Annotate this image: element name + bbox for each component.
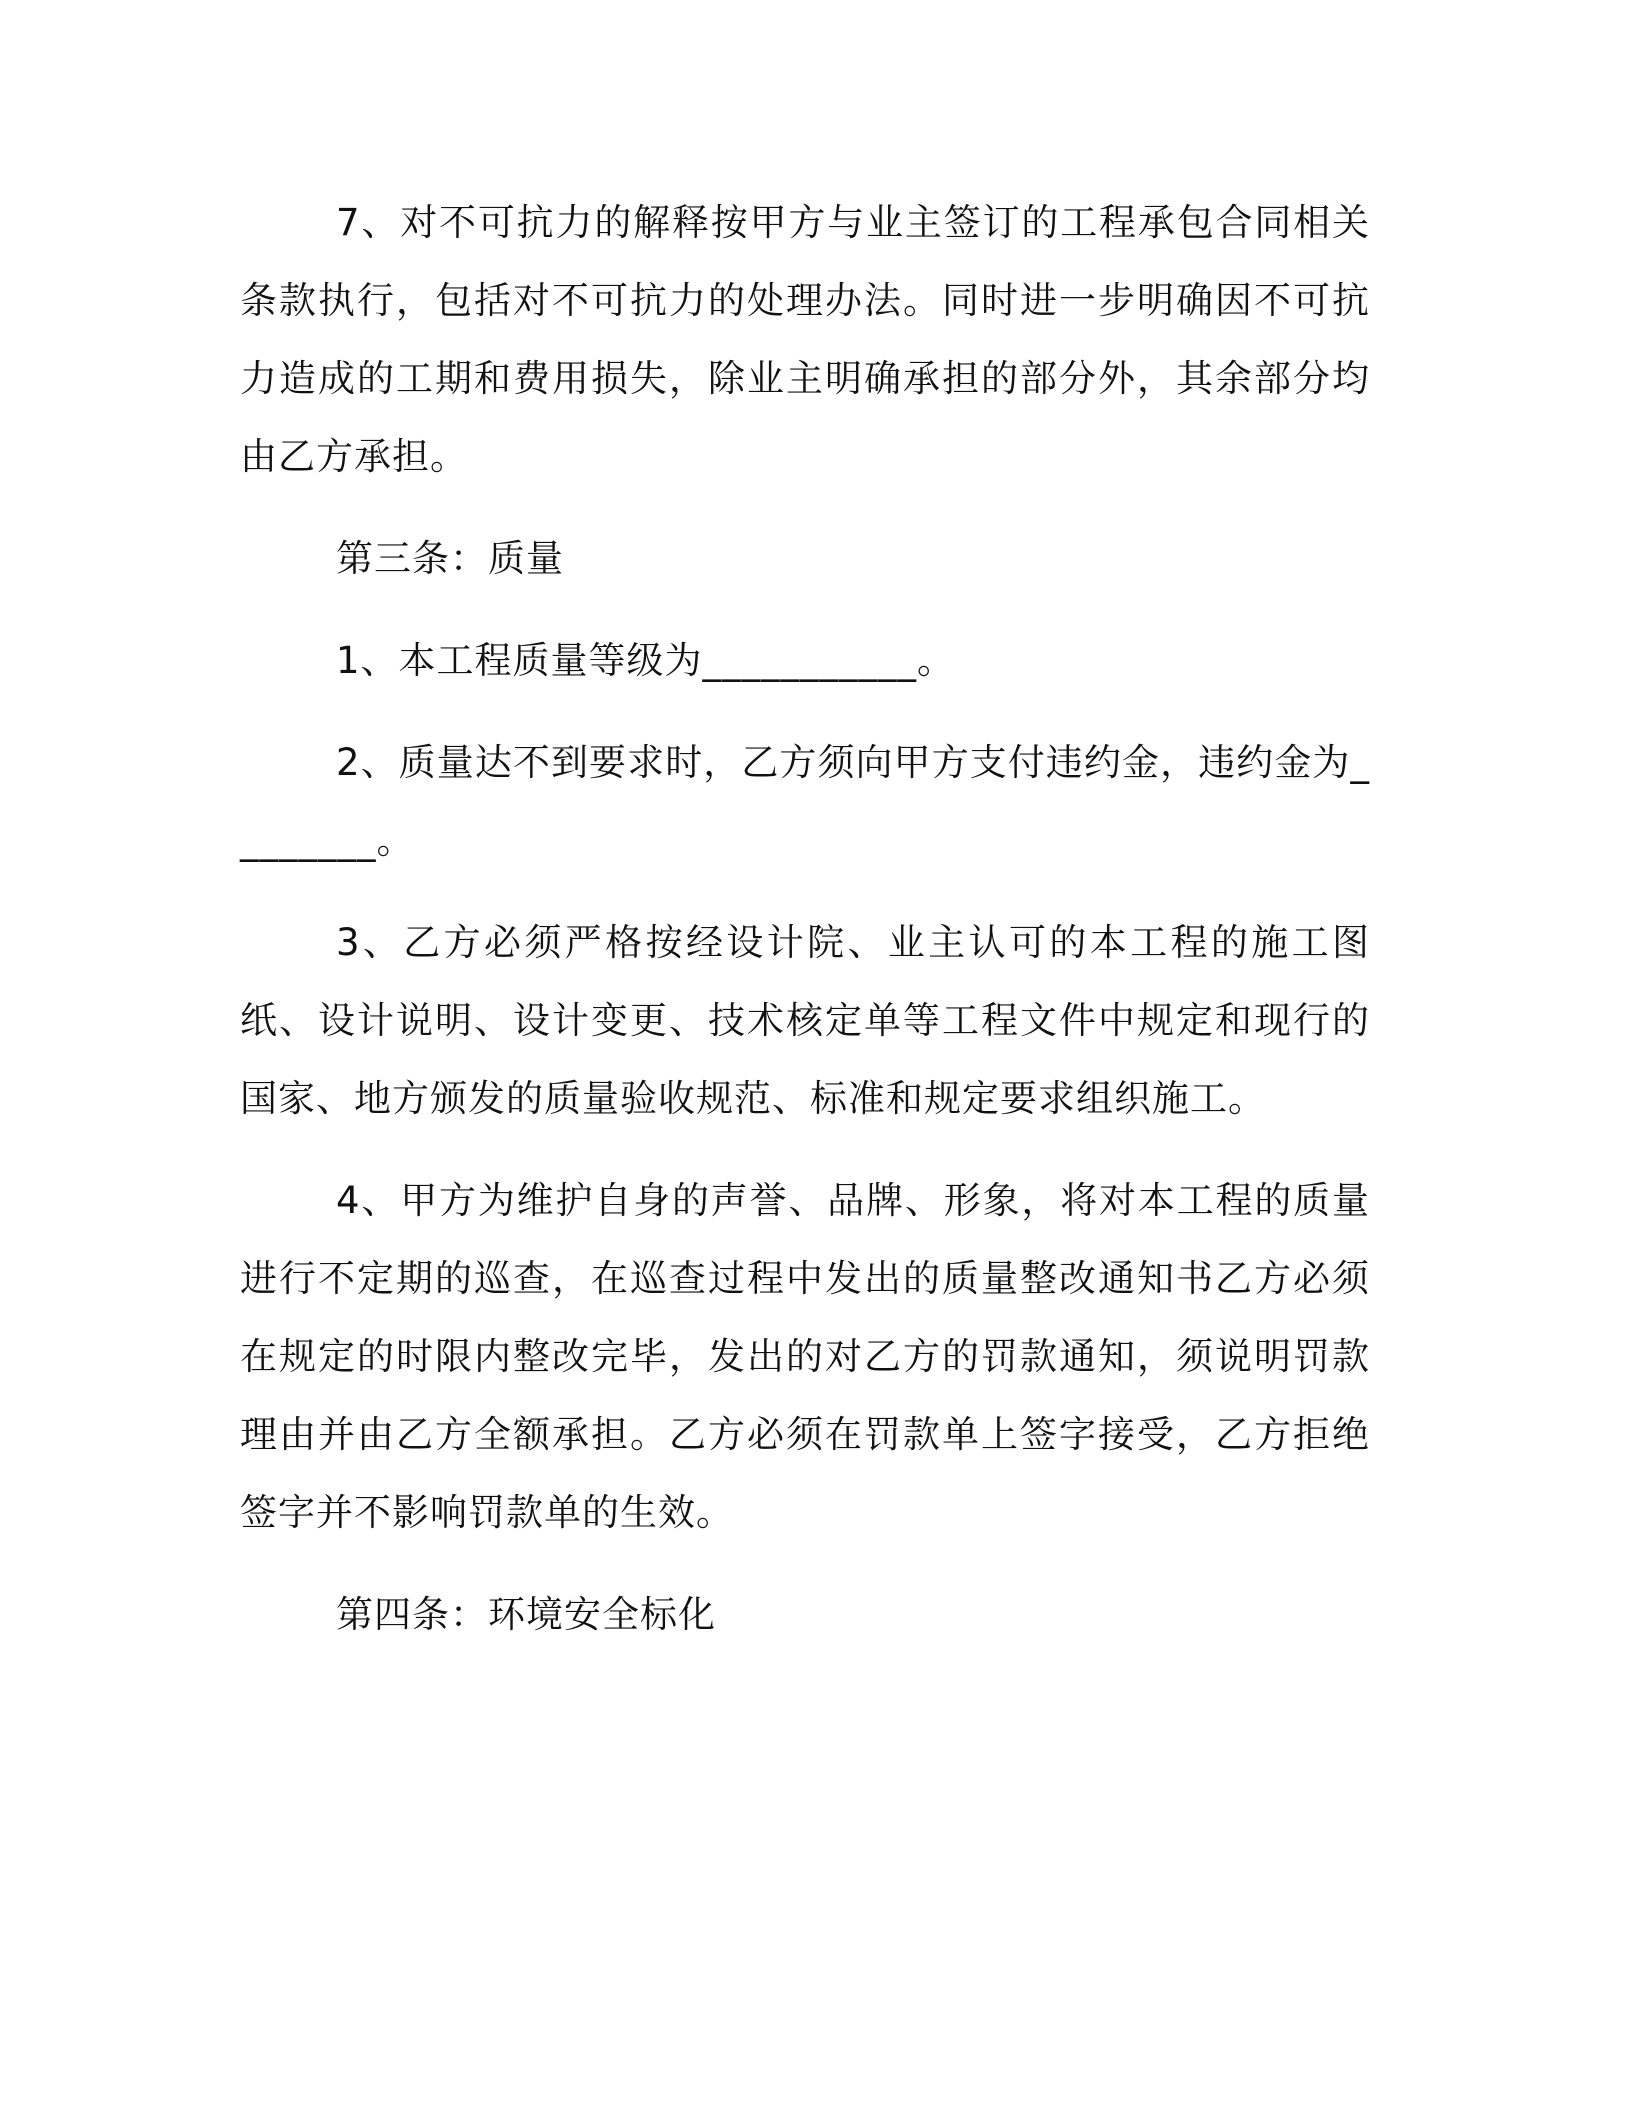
clause-7-paragraph: 7、对不可抗力的解释按甲方与业主签订的工程承包合同相关条款执行，包括对不可抗力的处理办法。同时进一步明确因不可抗力造成的工期和费用损失，除业主明确承担的部分外，其余部分均由乙方承担。 bbox=[240, 201, 1370, 478]
article-4-heading: 第四条：环境安全标化 bbox=[336, 1593, 716, 1636]
quality-item-3: 3、乙方必须严格按经设计院、业主认可的本工程的施工图纸、设计说明、设计变更、技术核定单等工程文件中规定和现行的国家、地方颁发的质量验收规范、标准和规定要求组织施工。 bbox=[240, 921, 1370, 1120]
quality-item-2: 2、质量达不到要求时，乙方须向甲方支付违约金，违约金为________。 bbox=[240, 741, 1370, 862]
quality-item-4: 4、甲方为维护自身的声誉、品牌、形象，将对本工程的质量进行不定期的巡查，在巡查过程中发出的质量整改通知书乙方必须在规定的时限内整改完毕，发出的对乙方的罚款通知，须说明罚款理由并由乙方全额承担。乙方必须在罚款单上签字接受，乙方拒绝签字并不影响罚款单的生效。 bbox=[240, 1179, 1370, 1534]
article-3-heading: 第三条：质量 bbox=[336, 537, 564, 580]
document-body bbox=[240, 184, 1370, 1678]
quality-item-1: 1、本工程质量等级为___________。 bbox=[336, 639, 956, 682]
